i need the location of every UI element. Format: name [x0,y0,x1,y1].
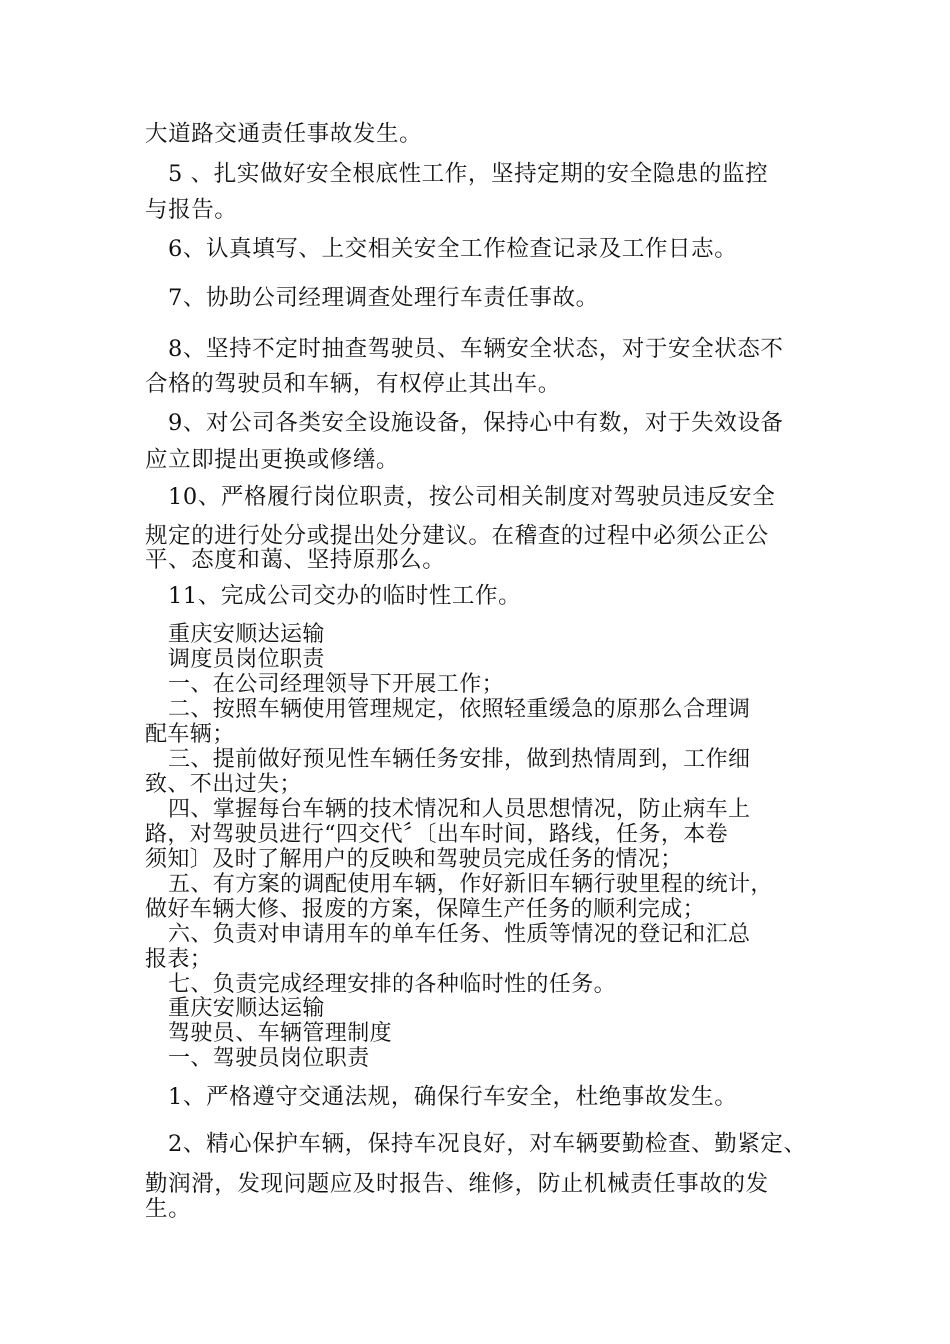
text-line: 三、提前做好预见性车辆任务安排，做到热情周到，工作细 [168,747,751,772]
text-line: 规定的进行处分或提出处分建议。在稽查的过程中必须公正公 [145,523,769,549]
text-line: 8、坚持不定时抽查驾驶员、车辆安全状态，对于安全状态不 [168,336,784,362]
text-line: 5 、扎实做好安全根底性工作，坚持定期的安全隐患的监控 [168,161,769,187]
text-line: 合格的驾驶员和车辆，有权停止其出车。 [145,371,561,397]
company-name: 重庆安顺达运输 [168,622,325,647]
text-line: 做好车辆大修、报废的方案，保障生产任务的顺利完成； [145,897,706,922]
text-line: 10、严格履行岗位职责，按公司相关制度对驾驶员违反安全 [168,484,776,510]
text-line: 勤润滑，发现问题应及时报告、维修，防止机械责任事故的发 [145,1171,769,1197]
text-line: 6、认真填写、上交相关安全工作检查记录及工作日志。 [168,236,738,262]
text-line: 7、协助公司经理调查处理行车责任事故。 [168,285,599,311]
text-line: 1、严格遵守交通法规，确保行车安全，杜绝事故发生。 [168,1084,738,1110]
text-line: 二、按照车辆使用管理规定，依照轻重缓急的原那么合理调 [168,697,751,722]
section-heading: 一、驾驶员岗位职责 [168,1046,370,1071]
text-line: 生。 [145,1196,192,1222]
text-line: 9、对公司各类安全设施设备，保持心中有数，对于失效设备 [168,410,784,436]
text-line: 五、有方案的调配使用车辆，作好新旧车辆行驶里程的统计， [168,872,773,897]
text-line: 平、态度和蔼、坚持原那么。 [145,547,446,573]
company-name: 重庆安顺达运输 [168,996,325,1021]
section-title: 驾驶员、车辆管理制度 [168,1021,393,1046]
text-line: 七、负责完成经理安排的各种临时性的任务。 [168,972,617,997]
text-line: 2、精心保护车辆，保持车况良好，对车辆要勤检查、勤紧定、 [168,1131,807,1157]
section-title: 调度员岗位职责 [168,647,325,672]
text-line: 应立即提出更换或修缮。 [145,447,400,473]
text-line: 报表； [145,947,213,972]
text-line: 六、负责对申请用车的单车任务、性质等情况的登记和汇总 [168,922,751,947]
text-line: 一、在公司经理领导下开展工作； [168,672,505,697]
text-line: 11、完成公司交办的临时性工作。 [168,583,522,609]
text-line: 配车辆； [145,722,235,747]
text-line: 大道路交通责任事故发生。 [145,121,423,147]
text-line: 四、掌握每台车辆的技术情况和人员思想情况，防止病车上 [168,797,751,822]
text-line: 须知〕及时了解用户的反映和驾驶员完成任务的情况； [145,847,683,872]
text-line: 路，对驾驶员进行“四交代〞〔出车时间，路线，任务，本卷 [145,822,729,847]
text-line: 与报告。 [145,197,238,223]
text-line: 致、不出过失； [145,772,302,797]
